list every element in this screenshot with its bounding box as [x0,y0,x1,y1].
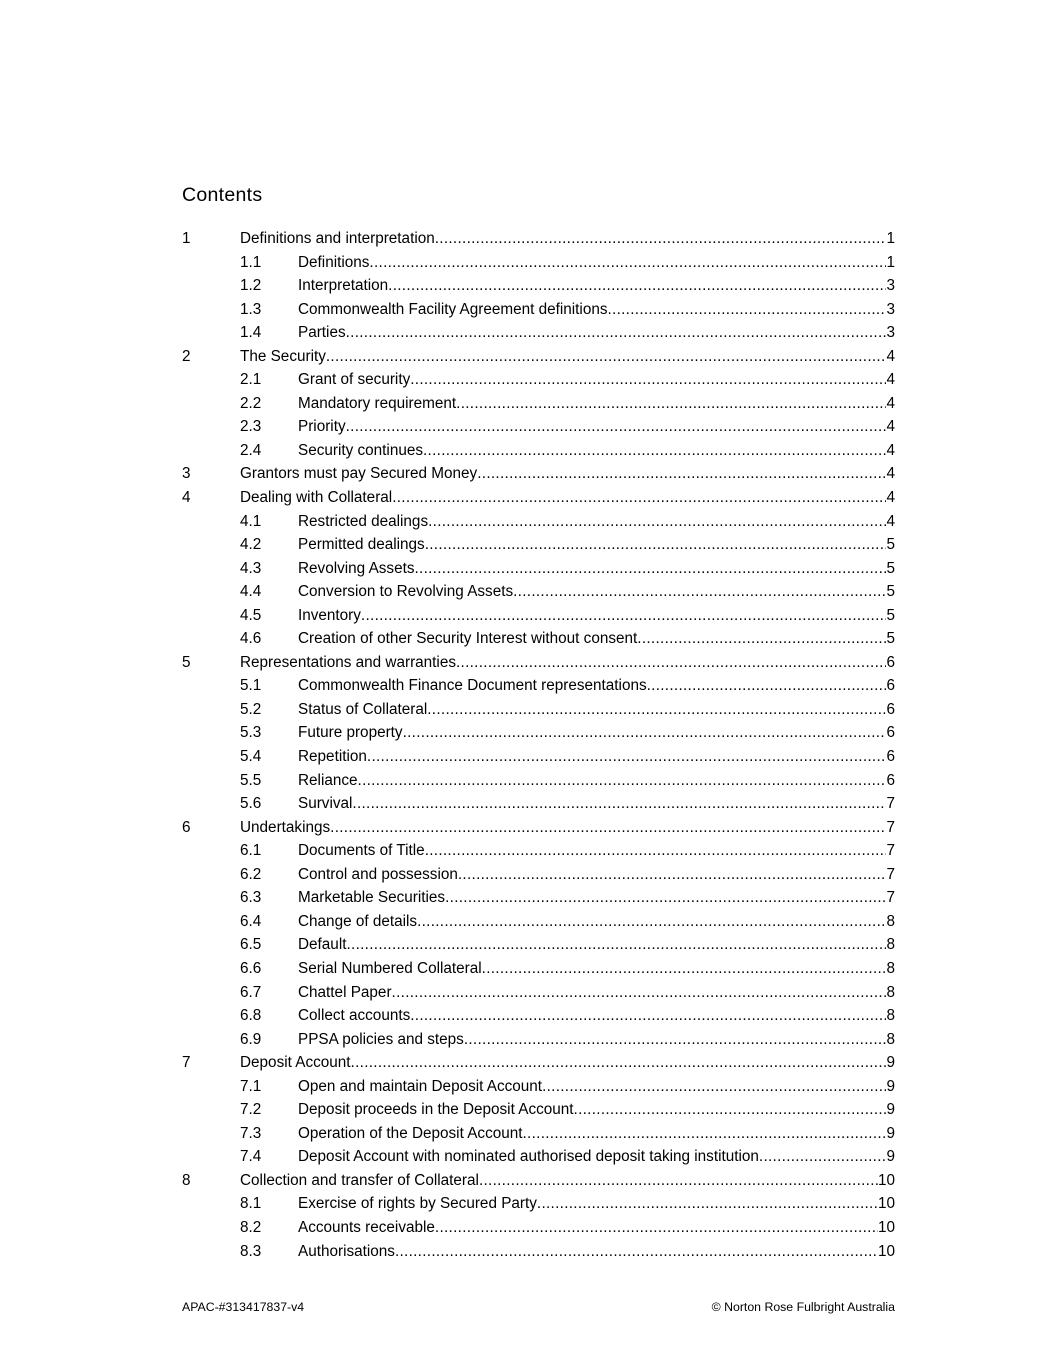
toc-entry-page-number: 8 [886,1030,895,1048]
toc-subsection-entry[interactable] [182,1240,895,1264]
toc-entry-number: 7.3 [240,1124,262,1142]
toc-subsection-entry[interactable] [182,981,895,1005]
toc-dot-leader [410,1004,886,1028]
toc-entry-line [298,792,895,816]
toc-subsection-entry[interactable] [182,1122,895,1146]
toc-subsection-entry[interactable] [182,698,895,722]
toc-subsection-entry[interactable] [182,721,895,745]
toc-entry-title: Documents of Title [298,842,425,860]
toc-entry-title: Representations and warranties [240,653,456,671]
toc-entry-page-number: 5 [886,630,895,648]
toc-entry-number: 2 [182,347,191,365]
toc-entry-number: 6.5 [240,936,262,954]
toc-subsection-entry[interactable] [182,839,895,863]
toc-entry-number: 1.1 [240,253,262,271]
toc-entry-page-number: 8 [886,983,895,1001]
toc-entry-number: 5.4 [240,748,262,766]
toc-entry-page-number: 8 [886,959,895,977]
toc-entry-number: 5.3 [240,724,262,742]
toc-entry-title: Status of Collateral [298,700,428,718]
toc-subsection-entry[interactable] [182,745,895,769]
toc-dot-leader [425,839,887,863]
toc-entry-title: Definitions [298,253,370,271]
toc-entry-line [298,933,895,957]
toc-entry-number: 5.2 [240,700,262,718]
toc-dot-leader [464,1028,887,1052]
toc-dot-leader [458,863,887,887]
toc-entry-title: The Security [240,347,326,365]
toc-entry-number: 6.2 [240,865,262,883]
toc-entry-line [298,745,895,769]
toc-dot-leader [369,251,886,275]
toc-subsection-entry[interactable] [182,674,895,698]
toc-entry-line [298,1075,895,1099]
toc-entry-page-number: 10 [877,1171,895,1189]
toc-entry-page-number: 7 [886,818,895,836]
toc-entry-line [298,886,895,910]
toc-dot-leader [358,769,887,793]
toc-entry-title: Default [298,936,347,954]
toc-entry-title: Serial Numbered Collateral [298,959,482,977]
toc-entry-number: 8.1 [240,1195,262,1213]
toc-entry-page-number: 6 [886,653,895,671]
toc-subsection-entry[interactable] [182,957,895,981]
toc-section-entry[interactable] [182,462,895,486]
toc-entry-page-number: 4 [886,512,895,530]
footer-copyright: © Norton Rose Fulbright Australia [711,1300,895,1314]
toc-entry-title: Security continues [298,441,423,459]
toc-entry-title: Repetition [298,748,367,766]
toc-entry-title: Inventory [298,606,361,624]
footer-document-reference: APAC-#313417837-v4 [182,1300,305,1314]
toc-dot-leader [414,557,886,581]
toc-entry-page-number: 9 [886,1077,895,1095]
toc-entry-page-number: 6 [886,700,895,718]
toc-entry-title: Collection and transfer of Collateral [240,1171,479,1189]
toc-entry-number: 6.3 [240,889,262,907]
toc-entry-number: 2.4 [240,441,262,459]
toc-entry-number: 4.2 [240,536,262,554]
toc-entry-title: Reliance [298,771,358,789]
toc-entry-number: 6.9 [240,1030,262,1048]
toc-dot-leader [523,1122,887,1146]
toc-entry-title: Permitted dealings [298,536,425,554]
toc-entry-number: 6.1 [240,842,262,860]
toc-entry-page-number: 4 [886,465,895,483]
toc-section-entry[interactable] [182,651,895,675]
toc-subsection-entry[interactable] [182,580,895,604]
toc-dot-leader [759,1145,887,1169]
toc-entry-number: 7.1 [240,1077,262,1095]
toc-entry-number: 1 [182,230,191,247]
toc-entry-title: Conversion to Revolving Assets [298,583,514,601]
toc-entry-number: 5.6 [240,795,262,813]
toc-entry-number: 2.3 [240,418,262,436]
toc-entry-title: Deposit proceeds in the Deposit Account [298,1101,574,1119]
toc-entry-page-number: 7 [886,889,895,907]
toc-entry-page-number: 5 [886,536,895,554]
toc-subsection-entry[interactable] [182,1216,895,1240]
toc-entry-number: 8.3 [240,1242,262,1260]
toc-dot-leader [445,886,886,910]
toc-entry-title: PPSA policies and steps [298,1030,464,1048]
toc-entry-title: Commonwealth Finance Document representations [298,677,647,695]
toc-entry-title: Grantors must pay Secured Money [240,465,478,483]
toc-subsection-entry[interactable] [182,321,895,345]
toc-entry-line [298,510,895,534]
toc-entry-page-number: 5 [886,606,895,624]
toc-dot-leader [346,933,886,957]
toc-entry-page-number: 9 [886,1124,895,1142]
toc-section-entry[interactable] [182,486,895,510]
toc-entry-line [298,698,895,722]
toc-subsection-entry[interactable] [182,769,895,793]
toc-subsection-entry[interactable] [182,886,895,910]
toc-entry-line [298,439,895,463]
toc-entry-page-number: 6 [886,677,895,695]
toc-entry-page-number: 7 [886,795,895,813]
toc-entry-page-number: 4 [886,489,895,507]
toc-entry-number: 4.5 [240,606,262,624]
toc-dot-leader [428,510,886,534]
toc-entry-line [240,1051,895,1075]
toc-dot-leader [388,274,886,298]
toc-entry-title: Operation of the Deposit Account [298,1124,523,1142]
toc-dot-leader [456,651,887,675]
toc-entry-title: Collect accounts [298,1007,411,1025]
toc-entry-number: 4.1 [240,512,262,530]
toc-subsection-entry[interactable] [182,910,895,934]
toc-entry-title: Restricted dealings [298,512,429,530]
toc-entry-title: Open and maintain Deposit Account [298,1077,543,1095]
toc-entry-number: 4 [182,489,191,507]
toc-entry-number: 2.1 [240,371,262,389]
toc-dot-leader [417,910,886,934]
toc-entry-title: Revolving Assets [298,559,415,577]
toc-entry-line [298,769,895,793]
toc-entry-title: Accounts receivable [298,1218,435,1236]
toc-entry-number: 7 [182,1054,191,1072]
toc-entry-line [298,533,895,557]
toc-entry-number: 6.8 [240,1007,262,1025]
toc-entry-line [298,580,895,604]
toc-entry-title: Priority [298,418,346,436]
toc-dot-leader [392,981,887,1005]
toc-entry-line [298,321,895,345]
toc-entry-page-number: 3 [886,324,895,342]
toc-entry-line [298,721,895,745]
toc-subsection-entry[interactable] [182,533,895,557]
toc-subsection-entry[interactable] [182,439,895,463]
toc-entry-line [298,1192,895,1216]
table-of-contents [182,227,895,1263]
toc-entry-line [298,910,895,934]
toc-entry-page-number: 9 [886,1101,895,1119]
toc-entry-title: Interpretation [298,277,389,295]
toc-entry-page-number: 9 [886,1054,895,1072]
toc-entry-page-number: 10 [877,1218,895,1236]
toc-entry-title: Change of details [298,912,418,930]
toc-entry-line [298,957,895,981]
toc-entry-number: 8.2 [240,1218,262,1236]
toc-entry-number: 6.6 [240,959,262,977]
toc-entry-page-number: 3 [886,277,895,295]
toc-dot-leader [479,1169,878,1193]
toc-entry-line [298,251,895,275]
toc-entry-page-number: 6 [886,724,895,742]
toc-entry-title: Control and possession [298,865,458,883]
toc-dot-leader [456,392,886,416]
toc-entry-page-number: 6 [886,771,895,789]
toc-dot-leader [361,604,887,628]
toc-entry-number: 4.6 [240,630,262,648]
toc-subsection-entry[interactable] [182,604,895,628]
toc-entry-number: 3 [182,465,191,483]
toc-subsection-entry[interactable] [182,933,895,957]
contents-heading: Contents [182,184,263,206]
toc-subsection-entry[interactable] [182,392,895,416]
toc-entry-page-number: 9 [886,1148,895,1166]
toc-dot-leader [423,439,886,463]
toc-entry-page-number: 6 [886,748,895,766]
toc-entry-page-number: 4 [886,418,895,436]
toc-entry-page-number: 10 [877,1242,895,1260]
toc-entry-line [240,651,895,675]
toc-entry-title: Mandatory requirement [298,394,457,412]
toc-entry-line [298,674,895,698]
toc-entry-line [298,557,895,581]
toc-entry-number: 5 [182,653,191,671]
toc-entry-line [240,1169,895,1193]
toc-entry-line [298,839,895,863]
toc-entry-page-number: 4 [886,441,895,459]
toc-entry-line [240,486,895,510]
toc-dot-leader [403,721,887,745]
toc-entry-page-number: 8 [886,912,895,930]
toc-entry-line [298,627,895,651]
toc-entry-line [240,227,895,251]
toc-dot-leader [574,1098,887,1122]
toc-entry-line [298,415,895,439]
toc-entry-line [298,604,895,628]
toc-subsection-entry[interactable] [182,1145,895,1169]
toc-entry-number: 4.3 [240,559,262,577]
toc-entry-line [298,1216,895,1240]
toc-entry-number: 7.4 [240,1148,262,1166]
toc-entry-page-number: 8 [886,1007,895,1025]
toc-entry-title: Chattel Paper [298,983,392,1001]
toc-subsection-entry[interactable] [182,510,895,534]
toc-subsection-entry[interactable] [182,557,895,581]
toc-entry-page-number: 7 [886,842,895,860]
toc-dot-leader [410,368,886,392]
toc-subsection-entry[interactable] [182,1098,895,1122]
toc-section-entry[interactable] [182,1051,895,1075]
toc-dot-leader [346,415,887,439]
toc-entry-line [298,1028,895,1052]
toc-entry-page-number: 3 [886,300,895,318]
toc-dot-leader [367,745,887,769]
toc-entry-number: 1.3 [240,300,262,318]
toc-entry-line [298,274,895,298]
toc-dot-leader [395,1240,878,1264]
toc-entry-page-number: 4 [886,371,895,389]
toc-subsection-entry[interactable] [182,863,895,887]
toc-entry-number: 8 [182,1171,191,1189]
toc-dot-leader [542,1075,886,1099]
toc-entry-title: Undertakings [240,818,331,836]
toc-entry-number: 5.5 [240,771,262,789]
toc-entry-title: Commonwealth Facility Agreement definitions [298,300,608,318]
toc-entry-title: Future property [298,724,403,742]
toc-dot-leader [330,816,886,840]
toc-subsection-entry[interactable] [182,1192,895,1216]
toc-entry-page-number: 5 [886,583,895,601]
toc-entry-line [240,345,895,369]
toc-entry-page-number: 10 [877,1195,895,1213]
toc-entry-number: 4.4 [240,583,262,601]
toc-dot-leader [482,957,887,981]
toc-entry-line [298,1098,895,1122]
toc-subsection-entry[interactable] [182,1028,895,1052]
toc-dot-leader [352,792,886,816]
toc-entry-title: Definitions and interpretation [240,230,435,247]
toc-subsection-entry[interactable] [182,251,895,275]
toc-entry-line [298,863,895,887]
toc-entry-title: Creation of other Security Interest without consent [298,630,638,648]
toc-entry-page-number: 4 [886,347,895,365]
toc-entry-title: Authorisations [298,1242,395,1260]
toc-dot-leader [435,1216,878,1240]
toc-entry-title: Grant of security [298,371,411,389]
toc-entry-title: Deposit Account [240,1054,351,1072]
toc-section-entry[interactable] [182,1169,895,1193]
toc-subsection-entry[interactable] [182,368,895,392]
toc-entry-title: Parties [298,324,346,342]
toc-entry-line [298,392,895,416]
toc-entry-number: 6.4 [240,912,262,930]
toc-entry-page-number: 8 [886,936,895,954]
toc-entry-number: 1.2 [240,277,262,295]
toc-subsection-entry[interactable] [182,274,895,298]
toc-entry-line [298,981,895,1005]
toc-entry-number: 6 [182,818,191,836]
toc-entry-number: 2.2 [240,394,262,412]
toc-dot-leader [607,298,886,322]
toc-dot-leader [637,627,886,651]
toc-dot-leader [537,1192,878,1216]
toc-entry-line [298,1145,895,1169]
toc-subsection-entry[interactable] [182,298,895,322]
toc-dot-leader [392,486,886,510]
toc-entry-line [298,1122,895,1146]
toc-dot-leader [435,227,887,251]
toc-entry-number: 6.7 [240,983,262,1001]
toc-entry-title: Dealing with Collateral [240,489,393,507]
toc-entry-line [298,1240,895,1264]
toc-entry-title: Deposit Account with nominated authorised deposit taking institution [298,1148,759,1166]
toc-entry-number: 7.2 [240,1101,262,1119]
toc-entry-number: 1.4 [240,324,262,342]
toc-dot-leader [427,698,886,722]
toc-subsection-entry[interactable] [182,627,895,651]
toc-dot-leader [477,462,886,486]
toc-dot-leader [351,1051,887,1075]
toc-entry-line [298,1004,895,1028]
toc-entry-line [240,816,895,840]
toc-subsection-entry[interactable] [182,1004,895,1028]
toc-entry-title: Exercise of rights by Secured Party [298,1195,537,1213]
toc-dot-leader [326,345,887,369]
toc-dot-leader [346,321,887,345]
toc-entry-page-number: 1 [886,253,895,271]
toc-subsection-entry[interactable] [182,792,895,816]
toc-entry-page-number: 1 [886,230,895,247]
toc-dot-leader [513,580,886,604]
toc-dot-leader [425,533,887,557]
toc-entry-page-number: 5 [886,559,895,577]
toc-entry-page-number: 4 [886,394,895,412]
toc-dot-leader [647,674,887,698]
toc-subsection-entry[interactable] [182,415,895,439]
toc-entry-line [298,368,895,392]
toc-entry-title: Survival [298,795,353,813]
toc-section-entry[interactable] [182,227,895,251]
toc-entry-page-number: 7 [886,865,895,883]
toc-entry-title: Marketable Securities [298,889,446,907]
toc-section-entry[interactable] [182,345,895,369]
toc-entry-line [240,462,895,486]
toc-entry-number: 5.1 [240,677,262,695]
toc-section-entry[interactable] [182,816,895,840]
toc-entry-line [298,298,895,322]
toc-subsection-entry[interactable] [182,1075,895,1099]
